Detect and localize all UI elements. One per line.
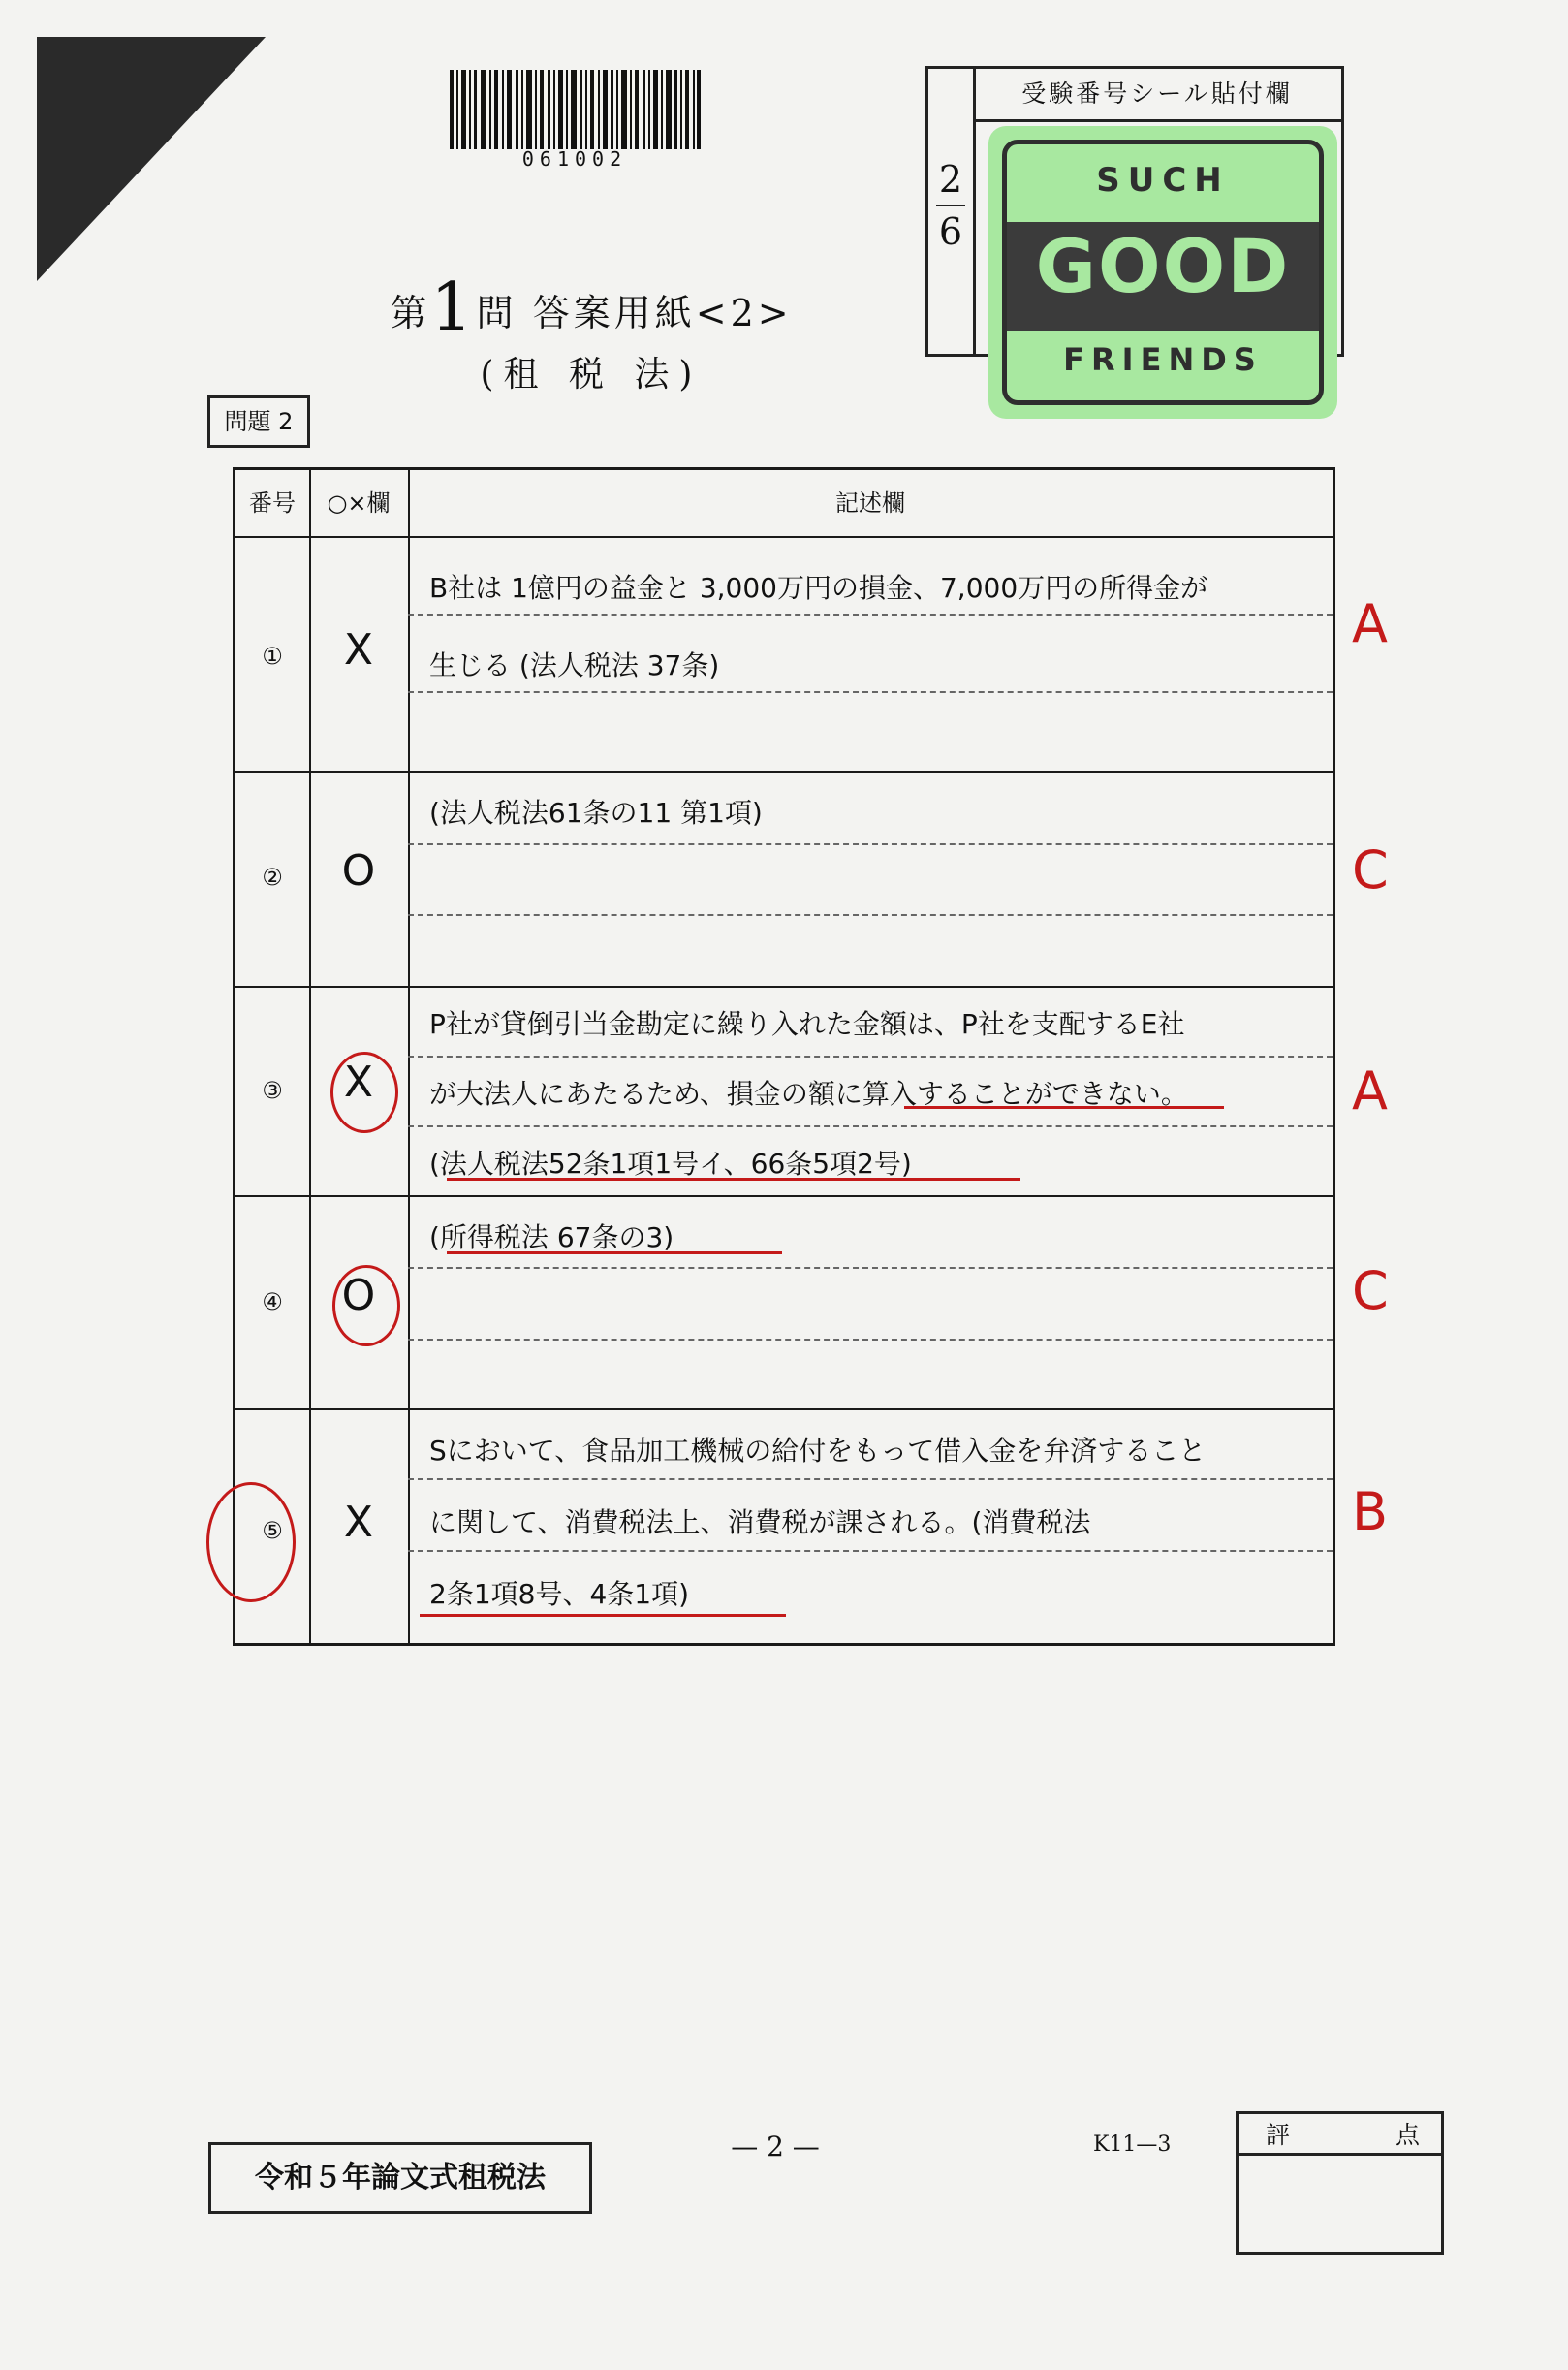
writing-line: [408, 914, 1333, 916]
answer-text: B社は 1億円の益金と 3,000万円の損金、7,000万円の所得金が: [429, 572, 1208, 604]
row-number: ③: [262, 1077, 283, 1104]
answer-mark: X: [343, 1498, 374, 1547]
writing-line: [408, 1267, 1333, 1269]
sticker-line-friends: FRIENDS: [1063, 341, 1263, 378]
red-underline: [904, 1106, 1224, 1109]
sticker: [988, 126, 1337, 419]
seal-digit: 2: [938, 158, 963, 201]
writing-line: [408, 843, 1333, 845]
answer-text: Sにおいて、食品加工機械の給付をもって借入金を弁済すること: [429, 1435, 1207, 1467]
writing-line: [408, 1056, 1333, 1058]
page-subtitle: (租 税 法): [480, 355, 703, 395]
barcode-number: 061002: [521, 147, 628, 171]
red-underline: [447, 1251, 782, 1254]
seal-digit-column: [928, 69, 976, 354]
answer-text: (法人税法61条の11 第1項): [429, 797, 763, 829]
answer-mark: X: [343, 625, 374, 675]
writing-line: [408, 1550, 1333, 1552]
answer-text: 生じる (法人税法 37条): [429, 649, 720, 681]
row-divider: [235, 1195, 1333, 1197]
row-divider: [235, 536, 1333, 538]
answer-table: [233, 467, 1335, 1646]
score-box: [1236, 2111, 1444, 2255]
seal-label: 受験番号シール貼付欄: [973, 69, 1341, 122]
row-number: ⑤: [262, 1517, 283, 1544]
red-circle: [332, 1265, 400, 1346]
red-circle: [330, 1052, 398, 1133]
answer-mark: O: [341, 846, 376, 896]
seal-digit: 6: [938, 210, 963, 253]
sticker-line-such: SUCH: [1096, 161, 1230, 200]
answer-text: (所得税法 67条の3): [429, 1221, 674, 1253]
answer-mark: X: [343, 1058, 374, 1107]
row-number: ①: [262, 643, 283, 670]
answer-text: P社が貸倒引当金勘定に繰り入れた金額は、P社を支配するE社: [429, 1008, 1185, 1040]
red-circle: [206, 1482, 296, 1602]
corner-mark: [37, 37, 266, 281]
title-prefix: 第: [390, 292, 431, 334]
answer-text: が大法人にあたるため、損金の額に算入することができない。: [429, 1078, 1188, 1110]
red-underline: [420, 1614, 786, 1617]
grade-letter: C: [1352, 839, 1389, 901]
writing-line: [408, 691, 1333, 693]
header-description: 記述欄: [835, 490, 905, 517]
answer-text: 2条1項8号、4条1項): [429, 1578, 689, 1610]
writing-line: [408, 1478, 1333, 1480]
barcode: [448, 70, 702, 149]
answer-text: に関して、消費税法上、消費税が課される。(消費税法: [429, 1506, 1091, 1538]
page-title: [388, 269, 795, 346]
row-divider: [235, 771, 1333, 773]
row-number: ④: [262, 1288, 283, 1315]
title-suffix: 問 答案用紙<2>: [476, 292, 793, 334]
score-header: [1239, 2114, 1441, 2156]
row-divider: [235, 986, 1333, 988]
writing-line: [408, 614, 1333, 616]
writing-line: [408, 1125, 1333, 1127]
score-label-a: 評: [1266, 2121, 1291, 2149]
sticker-line-good: GOOD: [1035, 223, 1291, 309]
row-divider: [235, 1408, 1333, 1410]
row-number: ②: [262, 864, 283, 891]
question-number: 1: [430, 269, 477, 346]
seal-divider: [936, 205, 965, 206]
grade-letter: A: [1352, 1060, 1388, 1122]
answer-mark: O: [341, 1271, 376, 1320]
writing-line: [408, 1339, 1333, 1341]
header-mark: ○×欄: [327, 490, 391, 517]
red-underline: [447, 1178, 1020, 1181]
page-number: — 2 —: [731, 2131, 820, 2163]
score-label-b: 点: [1396, 2121, 1421, 2149]
exam-name-box: 令和５年論文式租税法: [208, 2142, 592, 2214]
question-label: 問題 2: [207, 395, 310, 448]
answer-text: (法人税法52条1項1号イ、66条5項2号): [429, 1148, 912, 1180]
header-number: 番号: [249, 490, 296, 517]
form-code: K11—3: [1093, 2133, 1172, 2157]
grade-letter: B: [1352, 1481, 1389, 1542]
grade-letter: A: [1352, 593, 1388, 654]
grade-letter: C: [1352, 1260, 1389, 1321]
